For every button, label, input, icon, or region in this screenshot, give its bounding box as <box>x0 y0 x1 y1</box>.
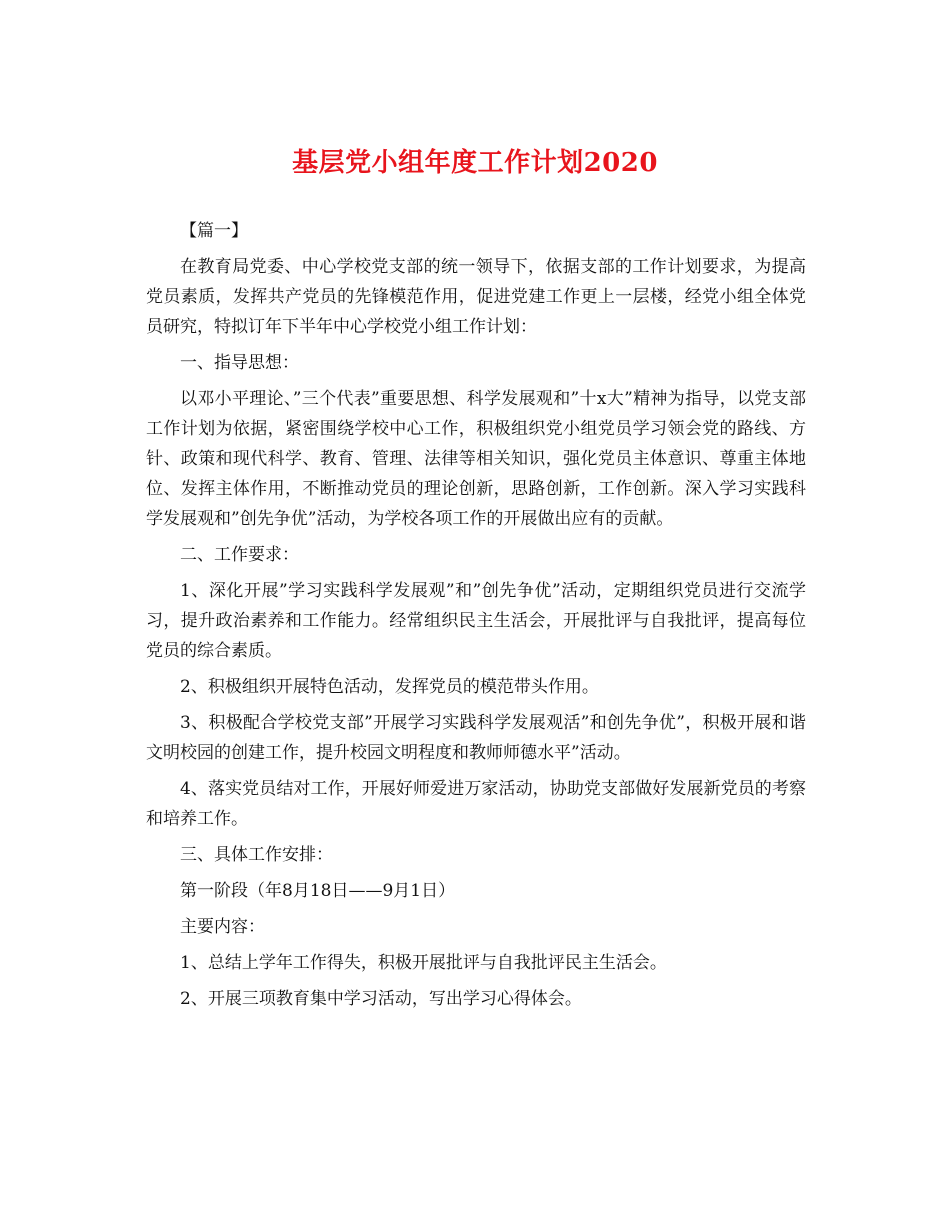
requirement-item-1: 1、深化开展”学习实践科学发展观”和”创先争优”活动，定期组织党员进行交流学习，提升政治素养和工作能力。经常组织民主生活会，开展批评与自我批评，提高每位党员的综合素质。 <box>146 581 806 661</box>
requirement-item-4: 4、落实党员结对工作，开展好师爱进万家活动，协助党支部做好发展新党员的考察和培养工作。 <box>146 779 806 829</box>
phase-one-item-1: 1、总结上学年工作得失，积极开展批评与自我批评民主生活会。 <box>180 953 667 973</box>
requirement-item-3: 3、积极配合学校党支部”开展学习实践科学发展观活”和创先争优”，积极开展和谐文明校园的创建工作，提升校园文明程度和教师师德水平”活动。 <box>146 713 806 763</box>
section-label-part-one: 【篇一】 <box>180 221 248 241</box>
heading-work-arrangement: 三、具体工作安排： <box>180 845 333 865</box>
phase-one-item-2: 2、开展三项教育集中学习活动，写出学习心得体会。 <box>180 989 582 1009</box>
document-body <box>146 216 806 1020</box>
heading-guiding-ideology: 一、指导思想： <box>180 353 299 373</box>
heading-work-requirements: 二、工作要求： <box>180 545 299 565</box>
guiding-ideology-paragraph: 以邓小平理论、”三个代表”重要思想、科学发展观和”十x大”精神为指导，以党支部工作计划为依据，紧密围绕学校中心工作，积极组织党小组党员学习领会党的路线、方针、政策和现代科学、教育、管理、法律等相关知识，强化党员主体意识、尊重主体地位、发挥主体作用，不断推动党员的理论创新，思路创新，工作创新。深入学习实践科学发展观和”创先争优”活动，为学校各项工作的开展做出应有的贡献。 <box>146 389 806 529</box>
intro-paragraph: 在教育局党委、中心学校党支部的统一领导下，依据支部的工作计划要求，为提高党员素质，发挥共产党员的先锋模范作用，促进党建工作更上一层楼，经党小组全体党员研究，特拟订年下半年中心学校党小组工作计划： <box>146 257 806 337</box>
main-content-label: 主要内容： <box>180 917 265 937</box>
phase-one-label: 第一阶段（年8月18日——9月1日） <box>180 881 456 901</box>
requirement-item-2: 2、积极组织开展特色活动，发挥党员的模范带头作用。 <box>180 677 599 697</box>
document-title: 基层党小组年度工作计划2020 <box>292 148 658 178</box>
